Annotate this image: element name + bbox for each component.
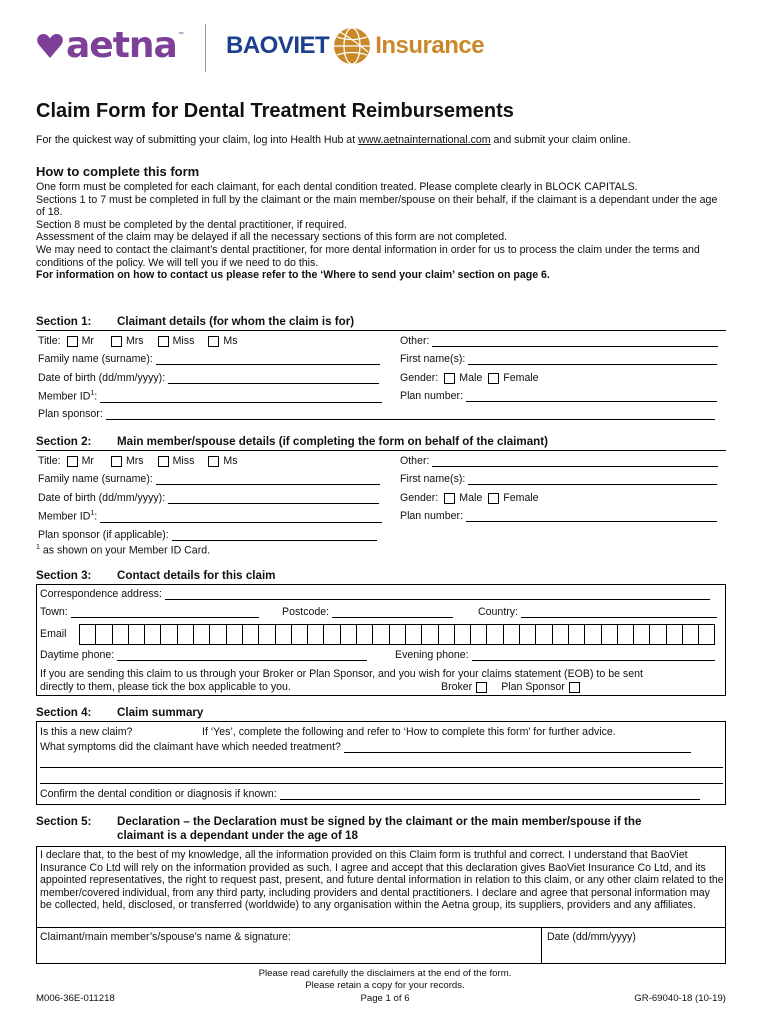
dob-label: Date of birth (dd/mm/yyyy): [38, 492, 166, 504]
email-char-boxes[interactable] [79, 624, 715, 645]
section-number: Section 1: [36, 315, 92, 328]
daytime-phone-label: Daytime phone: [40, 649, 115, 661]
section-title: Claimant details (for whom the claim is for) [117, 315, 355, 328]
signature-divider [36, 927, 726, 928]
section-rule [36, 450, 726, 451]
s1-dob-row [38, 372, 379, 384]
baoviet-wordmark: BAOVIET [226, 32, 330, 59]
intro-before: For the quickest way of submitting your claim, log into Health Hub at [36, 134, 359, 146]
section-number: Section 3: [36, 569, 92, 582]
s3-daytime-row [40, 649, 367, 661]
first-names-field[interactable] [468, 474, 717, 485]
plan-number-field[interactable] [466, 511, 717, 522]
diagnosis-label: Confirm the dental condition or diagnosis if known: [40, 788, 277, 800]
symptoms-field-line3[interactable] [40, 773, 723, 784]
diagnosis-field[interactable] [280, 789, 700, 800]
footnote-text [36, 544, 210, 557]
family-name-label: Family name (surname): [38, 353, 153, 365]
mrs-checkbox[interactable] [111, 456, 122, 467]
miss-checkbox[interactable] [158, 456, 169, 467]
section-title-cont: claimant is a dependant under the age of 18 [117, 829, 358, 842]
signature-row[interactable] [40, 931, 291, 943]
footnote-marker: 1 [90, 510, 95, 517]
footer-disclaimer: Please read carefully the disclaimers at the end of the form. [258, 968, 512, 979]
s3-country-row [478, 606, 717, 618]
town-label: Town: [40, 606, 68, 618]
logo-divider [205, 24, 206, 72]
s2-other-row [400, 455, 718, 467]
colon: : [94, 390, 98, 403]
gender-label: Gender: [400, 372, 439, 384]
ms-checkbox[interactable] [208, 336, 219, 347]
ms-label: Ms [223, 335, 238, 347]
howto-line: We may need to contact the claimant’s dental practitioner, for more dental information in order for us to process the claim under the terms and conditions of the policy. We will tell you if we need to do this. [36, 243, 700, 269]
s1-member-row [38, 390, 382, 403]
first-names-label: First name(s): [400, 353, 466, 365]
miss-label: Miss [172, 335, 195, 347]
female-label: Female [503, 492, 539, 504]
family-name-label: Family name (surname): [38, 473, 153, 485]
other-title-field[interactable] [432, 336, 718, 347]
female-label: Female [503, 372, 539, 384]
s3-broker-line1 [40, 668, 643, 680]
other-label: Other: [400, 455, 430, 467]
s1-family-row [38, 353, 380, 365]
s1-gender-row [400, 372, 539, 384]
dob-label: Date of birth (dd/mm/yyyy): [38, 372, 166, 384]
if-yes-instruction: If ‘Yes’, complete the following and refer to ‘How to complete this form’ for further advice. [202, 726, 616, 738]
plan-number-label: Plan number: [400, 510, 464, 522]
health-hub-link[interactable]: www.aetnainternational.com [358, 134, 491, 146]
aetna-wordmark: aetna [66, 25, 177, 66]
footnote-marker: 1 [90, 390, 95, 397]
howto-line: One form must be completed for each claimant, for each dental condition treated. Please complete clearly in BLOCK CAPITALS. [36, 181, 638, 193]
town-field[interactable] [71, 607, 259, 618]
postcode-label: Postcode: [282, 606, 330, 618]
postcode-field[interactable] [332, 607, 453, 618]
mr-checkbox[interactable] [67, 336, 78, 347]
declaration-text: I declare that, to the best of my knowledge, all the information provided on this Claim form is truthful and correct. I understand that BaoViet Insurance Co Ltd will rely on the information provided as such. I agree and accept that this declaration gives BaoViet Insurance Co Ltd, and its appointed representatives, the right to request past, present, and future dental information in relation to this claim, or any other claim related to the member/covered individual, from any third party, including providers and dental practitioners. I declare and agree that personal information may be collected, held, disclosed, or transferred (worldwide) to any organisation within the Aetna group, its suppliers, providers and any affiliates. [40, 849, 724, 912]
plan-number-label: Plan number: [400, 390, 464, 402]
member-id-label [38, 510, 97, 523]
s4-if-yes-row [202, 726, 616, 738]
section-number: Section 4: [36, 706, 92, 719]
mrs-checkbox[interactable] [111, 336, 122, 347]
footer-retain: Please retain a copy for your records. [305, 980, 465, 991]
male-label: Male [459, 492, 483, 504]
form-code-right: GR-69040-18 (10-19) [634, 993, 726, 1004]
s3-town-row [40, 606, 259, 618]
s4-symptoms-line2 [40, 757, 723, 768]
symptoms-label: What symptoms did the claimant have which needed treatment? [40, 741, 341, 753]
evening-phone-label: Evening phone: [395, 649, 469, 661]
section-number: Section 5: [36, 815, 92, 828]
s2-gender-row [400, 492, 539, 504]
miss-checkbox[interactable] [158, 336, 169, 347]
s4-new-claim-row [40, 726, 132, 738]
dob-field[interactable] [168, 373, 379, 384]
miss-label: Miss [172, 455, 195, 467]
baoviet-logo [226, 26, 484, 66]
howto-heading: How to complete this form [36, 164, 200, 179]
broker-instructions: If you are sending this claim to us through your Broker or Plan Sponsor, and you wish for your claims statement (EOB) to be sent [40, 668, 643, 680]
country-label: Country: [478, 606, 519, 618]
section5-heading-cont [117, 829, 358, 842]
howto-line: Assessment of the claim may be delayed if all the necessary sections of this form are not completed. [36, 231, 508, 244]
heart-icon [36, 33, 64, 59]
new-claim-question: Is this a new claim? [40, 726, 133, 738]
s4-symptoms-line3 [40, 773, 723, 784]
howto-line: Section 8 must be completed by the dental practitioner, if required. [36, 218, 347, 231]
footnote-number: 1 [36, 544, 40, 551]
s2-dob-row [38, 492, 379, 504]
evening-phone-field[interactable] [472, 650, 715, 661]
ms-checkbox[interactable] [208, 456, 219, 467]
female-checkbox[interactable] [488, 493, 499, 504]
section-title: Claim summary [117, 706, 204, 719]
section4-heading [36, 706, 203, 719]
s3-broker-options [441, 681, 584, 693]
colon: : [94, 510, 98, 523]
plan-number-field[interactable] [466, 391, 717, 402]
broker-label: Broker [441, 681, 473, 693]
member-id-label [38, 390, 97, 403]
member-id-text: Member ID [38, 510, 91, 523]
email-label: Email [40, 628, 67, 640]
male-checkbox[interactable] [444, 373, 455, 384]
ms-label: Ms [223, 455, 238, 467]
plan-sponsor-field[interactable] [172, 530, 377, 541]
howto-instructions [36, 181, 726, 282]
signature-column-divider [541, 927, 542, 964]
first-names-field[interactable] [468, 354, 717, 365]
s1-title-row [38, 335, 238, 347]
mrs-label: Mrs [125, 455, 144, 467]
section-title: Declaration – the Declaration must be signed by the claimant or the main member/spouse if the [117, 815, 642, 828]
intro-text [36, 134, 631, 146]
title-label: Title: [38, 455, 61, 467]
howto-contact-line: For information on how to contact us please refer to the ‘Where to send your claim’ section on page 6. [36, 269, 550, 282]
s2-family-row [38, 473, 380, 485]
member-id-text: Member ID [38, 390, 91, 403]
section-title: Main member/spouse details (if completing the form on behalf of the claimant) [117, 435, 548, 448]
s1-other-row [400, 335, 718, 347]
s3-broker-line2 [40, 681, 291, 693]
country-field[interactable] [521, 607, 717, 618]
section2-heading [36, 435, 548, 448]
section-title: Contact details for this claim [117, 569, 276, 582]
section3-heading [36, 569, 275, 582]
s1-first-row [400, 353, 717, 365]
s3-postcode-row [282, 606, 453, 618]
plan-sponsor-field[interactable] [106, 409, 715, 420]
s2-sponsor-row [38, 529, 377, 541]
s1-plan-row [400, 390, 717, 402]
other-label: Other: [400, 335, 430, 347]
s3-address-row [40, 588, 710, 600]
mrs-label: Mrs [125, 335, 144, 347]
s3-evening-row [395, 649, 715, 661]
male-checkbox[interactable] [444, 493, 455, 504]
aetna-logo [36, 26, 184, 66]
globe-icon [332, 26, 372, 66]
section-number: Section 2: [36, 435, 92, 448]
s2-title-row [38, 455, 238, 467]
date-row[interactable] [547, 931, 636, 943]
section-rule [36, 330, 726, 331]
plan-sponsor-option-label: Plan Sponsor [501, 681, 565, 693]
member-id-field[interactable] [100, 512, 382, 523]
title-label: Title: [38, 335, 61, 347]
first-names-label: First name(s): [400, 473, 466, 485]
footnote [36, 544, 210, 557]
address-field[interactable] [165, 589, 710, 600]
male-label: Male [459, 372, 483, 384]
s4-symptoms-row [40, 741, 691, 753]
s2-member-row [38, 510, 382, 523]
symptoms-field-line2[interactable] [40, 757, 723, 768]
daytime-phone-field[interactable] [117, 650, 367, 661]
s2-plan-row [400, 510, 717, 522]
mr-checkbox[interactable] [67, 456, 78, 467]
s2-first-row [400, 473, 717, 485]
mr-label: Mr [81, 335, 94, 347]
symptoms-field[interactable] [344, 742, 691, 753]
broker-instructions-cont: directly to them, please tick the box applicable to you. [40, 681, 291, 693]
section1-heading [36, 315, 354, 328]
broker-checkbox[interactable] [476, 682, 487, 693]
page-title: Claim Form for Dental Treatment Reimbursements [36, 100, 514, 122]
plan-sponsor-label: Plan sponsor (if applicable): [38, 529, 169, 541]
s3-email-row [40, 628, 67, 640]
trademark-mark: ™ [177, 32, 184, 38]
s1-sponsor-row [38, 408, 715, 420]
insurance-wordmark: Insurance [375, 32, 485, 59]
plan-sponsor-label: Plan sponsor: [38, 408, 103, 420]
gender-label: Gender: [400, 492, 439, 504]
member-id-field[interactable] [100, 392, 382, 403]
date-label: Date (dd/mm/yyyy) [547, 931, 636, 943]
section5-heading [36, 815, 641, 828]
other-title-field[interactable] [432, 456, 718, 467]
female-checkbox[interactable] [488, 373, 499, 384]
howto-line: Sections 1 to 7 must be completed in full by the claimant or the main member/spouse on their behalf, if the claimant is a dependant under the age of 18. [36, 193, 718, 219]
address-label: Correspondence address: [40, 588, 162, 600]
family-name-field[interactable] [156, 354, 380, 365]
page-number: Page 1 of 6 [360, 993, 410, 1004]
dob-field[interactable] [168, 493, 379, 504]
s4-confirm-row [40, 788, 700, 800]
plan-sponsor-checkbox[interactable] [569, 682, 580, 693]
form-code-left: M006-36E-011218 [36, 993, 115, 1004]
footnote-body: as shown on your Member ID Card. [39, 544, 211, 557]
intro-after: and submit your claim online. [490, 134, 631, 146]
mr-label: Mr [81, 455, 94, 467]
signature-label: Claimant/main member’s/spouse’s name & signature: [40, 931, 291, 943]
family-name-field[interactable] [156, 474, 380, 485]
